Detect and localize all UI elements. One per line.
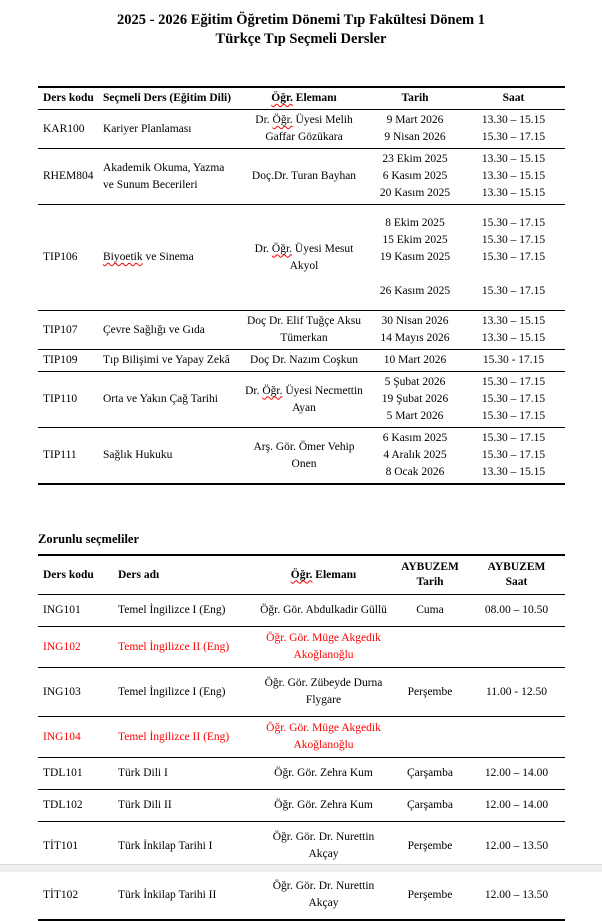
time-list: 13.30 – 15.15 13.30 – 15.15 xyxy=(462,311,565,350)
column-header-secmeli-ders: Seçmeli Ders (Eğitim Dili) xyxy=(100,87,240,110)
elective-courses-table xyxy=(38,86,565,485)
course-name: Türk İnkilap Tarihi I xyxy=(115,822,255,871)
instructor: Öğr. Gör. Müge Akgedik Akoğlanoğlu xyxy=(255,717,392,758)
course-code: ING104 xyxy=(38,717,115,758)
column-header-ders-kodu: Ders kodu xyxy=(38,555,115,595)
time: 11.00 - 12.50 xyxy=(468,668,565,717)
date-list: 9 Mart 2026 9 Nisan 2026 xyxy=(368,110,462,149)
course-name: Temel İngilizce I (Eng) xyxy=(115,595,255,627)
instructor: Doç Dr. Elif Tuğçe Aksu Tümerkan xyxy=(240,311,368,350)
course-code: TIP109 xyxy=(38,350,100,372)
time: 12.00 – 13.50 xyxy=(468,822,565,871)
instructor: Öğr. Gör. Müge Akgedik Akoğlanoğlu xyxy=(255,627,392,668)
column-header-aybuzem-tarih: AYBUZEM Tarih xyxy=(392,555,468,595)
course-code: TIP111 xyxy=(43,449,77,461)
table-row-highlighted xyxy=(38,717,565,758)
table-row xyxy=(38,110,565,149)
instructor: Arş. Gör. Ömer Vehip Onen xyxy=(253,440,355,470)
course-name: Sağlık Hukuku xyxy=(103,449,173,461)
course-code: ING102 xyxy=(38,627,115,668)
table-row xyxy=(38,790,565,822)
course-name: Temel İngilizce II (Eng) xyxy=(115,717,255,758)
time-list: 15.30 – 17.15 15.30 – 17.15 15.30 – 17.15 15.30 – 17.15 xyxy=(462,205,565,311)
table-row xyxy=(38,205,565,311)
instructor: Dr. Öğr. Üyesi Mesut Akyol xyxy=(240,205,368,311)
document-title xyxy=(0,11,602,49)
horizontal-scrollbar[interactable] xyxy=(0,864,602,872)
time-list: 15.30 - 17.15 xyxy=(462,350,565,372)
course-code: TDL101 xyxy=(38,758,115,790)
day: Çarşamba xyxy=(392,758,468,790)
course-name: Orta ve Yakın Çağ Tarihi xyxy=(100,372,240,428)
table-header-row xyxy=(38,555,565,595)
course-name: Türk İnkilap Tarihi II xyxy=(118,888,217,901)
time xyxy=(468,627,565,668)
course-code: TİT101 xyxy=(38,822,115,871)
column-header-saat: Saat xyxy=(462,87,565,110)
day: Cuma xyxy=(392,595,468,627)
column-header-tarih: Tarih xyxy=(368,87,462,110)
course-code: TIP106 xyxy=(38,205,100,311)
instructor: Dr. Öğr. Üyesi Necmettin Ayan xyxy=(240,372,368,428)
course-name: Çevre Sağlığı ve Gıda xyxy=(100,311,240,350)
table-row xyxy=(38,350,565,372)
course-code: TDL102 xyxy=(38,790,115,822)
instructor: Öğr. Gör. Dr. Nurettin Akçay xyxy=(255,822,392,871)
time-list: 13.30 – 15.15 13.30 – 15.15 13.30 – 15.15 xyxy=(462,149,565,205)
document-title-line2: Türkçe Tıp Seçmeli Dersler xyxy=(215,31,387,47)
column-header-ders-adi: Ders adı xyxy=(115,555,255,595)
day: Perşembe xyxy=(392,668,468,717)
date-list: 23 Ekim 2025 6 Kasım 2025 20 Kasım 2025 xyxy=(368,149,462,205)
course-name: Temel İngilizce II (Eng) xyxy=(115,627,255,668)
day xyxy=(392,717,468,758)
section-heading-zorunlu-secmeliler: Zorunlu seçmeliler xyxy=(38,532,140,546)
course-name: Akademik Okuma, Yazma ve Sunum Becerileri xyxy=(100,149,240,205)
course-name: Temel İngilizce I (Eng) xyxy=(115,668,255,717)
table-row xyxy=(38,668,565,717)
day xyxy=(392,627,468,668)
course-name: Türk Dili II xyxy=(115,790,255,822)
course-name: Kariyer Planlaması xyxy=(100,110,240,149)
table-row xyxy=(38,428,565,485)
time: 12.00 – 14.00 xyxy=(468,758,565,790)
table-row-highlighted xyxy=(38,627,565,668)
day: Perşembe xyxy=(407,888,453,901)
time: 08.00 – 10.50 xyxy=(468,595,565,627)
table-row xyxy=(38,595,565,627)
document-page xyxy=(0,11,602,921)
time-list: 15.30 – 17.15 15.30 – 17.15 15.30 – 17.15 xyxy=(462,372,565,428)
date-list: 30 Nisan 2026 14 Mayıs 2026 xyxy=(368,311,462,350)
table-row xyxy=(38,149,565,205)
course-name: Türk Dili I xyxy=(115,758,255,790)
column-header-ders-kodu: Ders kodu xyxy=(38,87,100,110)
course-code: RHEM804 xyxy=(38,149,100,205)
document-title-line1: 2025 - 2026 Eğitim Öğretim Dönemi Tıp Fakültesi Dönem 1 xyxy=(117,12,485,28)
day: Perşembe xyxy=(392,822,468,871)
course-code: TİT102 xyxy=(43,888,79,901)
course-name: Biyoetik ve Sinema xyxy=(100,205,240,311)
time xyxy=(468,717,565,758)
instructor: Öğr. Gör. Zehra Kum xyxy=(255,790,392,822)
time: 12.00 – 14.00 xyxy=(468,790,565,822)
column-header-ogr-elemani: Öğr. Elemanı xyxy=(255,555,392,595)
time: 12.00 – 13.50 xyxy=(484,888,549,901)
instructor: Öğr. Gör. Dr. Nurettin Akçay xyxy=(272,880,375,909)
course-code: TIP107 xyxy=(38,311,100,350)
date-list: 8 Ekim 2025 15 Ekim 2025 19 Kasım 2025 26 Kasım 2025 xyxy=(368,205,462,311)
column-header-aybuzem-saat: AYBUZEM Saat xyxy=(468,555,565,595)
date-list: 6 Kasım 2025 4 Aralık 2025 8 Ocak 2026 xyxy=(382,432,448,478)
table-row xyxy=(38,311,565,350)
instructor: Öğr. Gör. Zehra Kum xyxy=(255,758,392,790)
course-code: TIP110 xyxy=(38,372,100,428)
course-name: Tıp Bilişimi ve Yapay Zekâ xyxy=(100,350,240,372)
time-list: 15.30 – 17.15 15.30 – 17.15 13.30 – 15.15 xyxy=(481,432,546,478)
table-row xyxy=(38,758,565,790)
table-row xyxy=(38,871,565,921)
course-code: ING103 xyxy=(38,668,115,717)
instructor: Doç Dr. Nazım Coşkun xyxy=(240,350,368,372)
instructor: Doç.Dr. Turan Bayhan xyxy=(240,149,368,205)
instructor: Öğr. Gör. Abdulkadir Güllü xyxy=(255,595,392,627)
column-header-ogr-elemani: Öğr. Elemanı xyxy=(240,87,368,110)
date-list: 5 Şubat 2026 19 Şubat 2026 5 Mart 2026 xyxy=(368,372,462,428)
instructor: Öğr. Gör. Zübeyde Durna Flygare xyxy=(255,668,392,717)
instructor: Dr. Öğr. Üyesi Melih Gaffar Gözükara xyxy=(240,110,368,149)
course-code: KAR100 xyxy=(38,110,100,149)
day: Çarşamba xyxy=(392,790,468,822)
table-header-row xyxy=(38,87,565,110)
course-code: ING101 xyxy=(38,595,115,627)
time-list: 13.30 – 15.15 15.30 – 17.15 xyxy=(462,110,565,149)
table-row xyxy=(38,372,565,428)
date-list: 10 Mart 2026 xyxy=(368,350,462,372)
